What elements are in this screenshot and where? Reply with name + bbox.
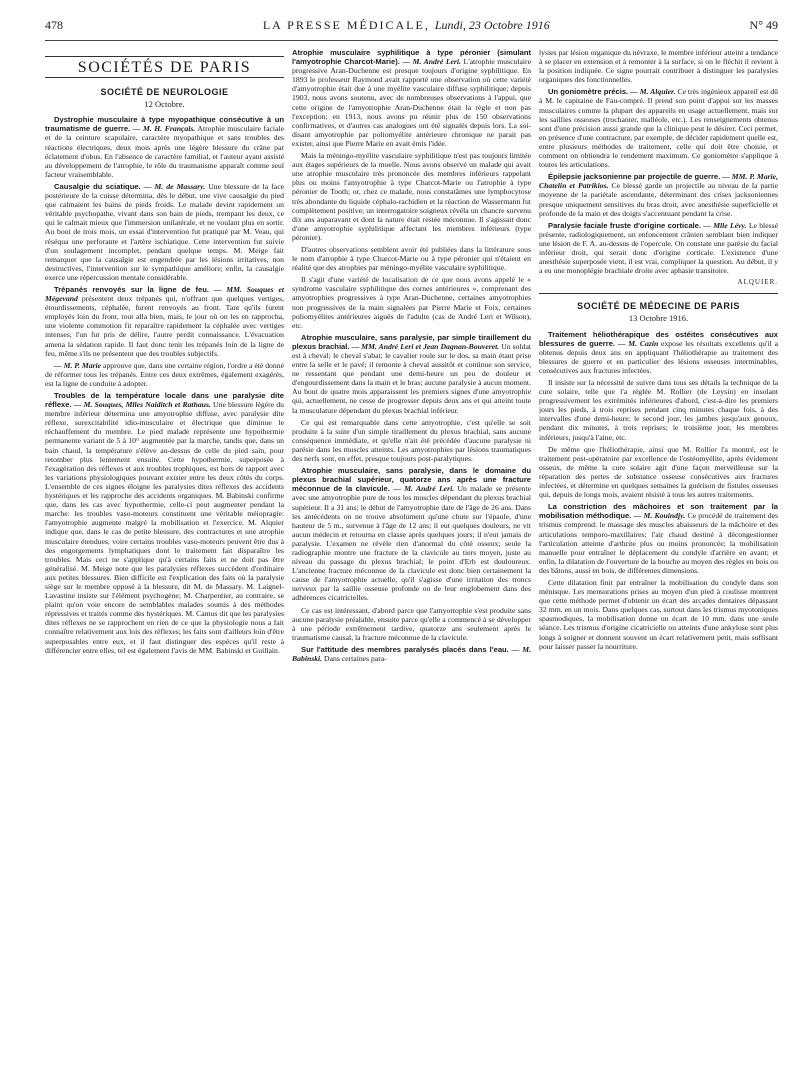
article-body: Un malade se présente avec une amyotrophie pure de tous les muscles dépendant du plexus brachial supérieur. Il a 31 ans; le début de l'amyotrophie date de l'âge de 26 ans. Dans les antécédents on ne trouve absolument qu'une chute sur l'épaule, d'une hauteur de 5 m., survenue à l'âge de 12 ans; il eut quelques douleurs, ne vit aucun médecin et retourna en classe après quelques jours; il n'eut jamais de paralysie. L'examen ne révèle rien d'anormal du côté osseux; seule la radiographie montre une fracture de la clavicule au tiers moyen, juste au niveau du passage du plexus brachial; le point d'Erb est douloureux. L'ancienne fracture méconnue de la clavicule est donc bien certainement la cause de l'amyotrophie actuelle, qu'il s'agisse d'une irritation des troncs nerveux par la saillie osseuse profonde ou de leur englobement dans des adhérences cicatricielles. [292, 484, 531, 603]
article-paragraph: Cette dilatation finit par entraîner la mobilisation du condyle dans son ménisque. Les mensurations prises au moyen d'un pied à coulisse montrent que cette méthode permet d'obtenir un écart des arcades dentaires dépassant 32 mm. en un mois. Dans quelques cas, surtout dans les trismus myotoniques spasmodiques, la mobilisation donne un écart de 10 mm. dans une seule séance. Les trismus d'origine cicatricielle ou atteints d'une ankylose sont plus longs à soigner et donnent souvent un écart relativement petit, mais suffisant pour laisser passer la nourriture. [539, 577, 778, 651]
article-title: Dystrophie musculaire à type myopathique consécutive à un traumatisme de guerre. [45, 115, 284, 134]
article-author: — Mlle Lévy. [703, 220, 747, 230]
running-header [45, 14, 778, 41]
article-body: Une blessure légère du membre inférieur détermina une amyotrophie diffuse, avec paralysie dite réflexe, surexcitabilité idio-musculaire et électrique que diminue le réchauffement du membre. Le pied malade représente une hypothermie permanente variant de 5 à 10° augmentée par la marche, tandis que, dans un bain chaud, la température s'élève au-dessus de celle du pied sain, pour retomber plus lentement ensuite. Cette hypothermie, superposée à l'exagération des réflexes et aux troubles trophiques, est hors de rapport avec les variations physiologiques pouvant exister entre les deux côtés du corps. L'ensemble de ces signes éloigne les paralysies dites réflexes des accidents hystériques et les rapproche des accidents organiques. M. Babinski confirme que, dans les cas avec hypothermie, celle-ci peut augmenter pendant la marche: les troubles vaso-moteurs constituent une véritable méiopragie: l'amyotrophie augmente malgré la mobilisation et l'exercice. M. Alquier indique que, dans le cas de petite blessure, des contractures et une atrophie musculaire étendues, voire certains troubles vaso-moteurs peuvent être dus à des engorgements lymphatiques dont le traitement fait disparaître les troubles. Mais ceci ne s'applique qu'à certains faits et ne doit pas être généralisé. M. Meige note que les paralysies réflexes succèdent d'ordinaire aux petites blessures. Bien difficile est l'explication des faits où la paralysie siège sur le membre opposé à la blessure, dit M. de Massary. M. Laignel-Lavastine insiste sur l'élément psychogène; M. Charpentier, au contraire, se plaint qu'on voie encore de semblables malades soumis à des méthodes répressives et traités comme des hystériques. M. Camus dit que les paralysies dites réflexes ne se rapprochent en rien de ce que la physiologie nous a fait connaître relativement aux lois des réflexes; les faits sont d'ailleurs loin d'être superposables entre eux, et il faut distinguer des espèces qu'il reste à différencier entre elles, tel est également l'avis de MM. Babinski et Guillain. [45, 400, 284, 655]
issue-number: N° 49 [749, 17, 778, 32]
article-paragraph: Ce cas est intéressant, d'abord parce que l'amyotrophie s'est produite sans aucune paralysie préalable, ensuite parce qu'elle a commencé à se développer à une période extrêmement tardive, quatorze ans seulement après le traumatisme causal, la fracture méconnue de la clavicule. [292, 605, 531, 642]
article-troubles-temperature [45, 391, 284, 655]
article-body: Ce très ingénieux appareil est dû à M. le capitaine de Fau-compré. Il prend son point d'appui sur les masses musculaires comme la plupart des appareils en usage actuellement, mais sur les saillies osseuses (trochanter, malléole, etc.). Les renseignements obtenus sont d'une précision aussi grande que la clinique peut le désirer. Ceci permet, en présence d'une contracture, par exemple, de décider rapidement quelle est, entre plusieurs méthodes de traitement, celle qui doit être choisie, et comment on obtiendra le rendement maximum. Ce goniomètre s'applique à toutes les articulations. [539, 87, 778, 170]
article-body: expose les résultats excellents qu'il a obtenus depuis deux ans en appliquant l'héliothérapie au traitement des blessures de guerre et en particulier des lésions osseuses interminables, consécutives aux fractures infectées. [539, 338, 778, 375]
society-heading: SOCIÉTÉ DE MÉDECINE DE PARIS [577, 301, 740, 312]
article-body: Ce blessé garde un projectile au niveau de la partie moyenne de la pariétale ascendante, déterminant des crises jacksoniennes presque uniquement sensitives du bras droit, avec anesthésie superficielle et profonde de la main et des doigts s'accentuant pendant la crise. [539, 181, 778, 218]
article-title: Sur l'attitude des membres paralysés placés dans l'eau. [301, 644, 509, 654]
article-author: — M. Kouindjy. [633, 511, 686, 521]
article-paragraph [45, 361, 284, 388]
article-body: Une blessure de la face postérieure de la cuisse détermina, dès le début, une vive causalgie du pied que calmaient les bains de pieds froids. Le malade devint rapidement un véritable psychopathe, vivant dans son bain de pieds, trempant les deux, ce qui le calmait mieux que l'immersion unilatérale, et ne voulant plus en sortir. Au bout de trois mois, un essai d'intervention fut pratiqué par M. Veau, qui réséqua une perforante et l'artère ischiatique. Cette intervention fut suivie d'un soulagement incomplet, pendant quelque temps. M. Meige fait remarquer que la causalgie est engendrée par les lésions irritatives, non destructives, l'intervention sur le sympathique améliore; enfin, la causalgie exerce une répercussion mentale considérable. [45, 181, 284, 282]
article-body: L'atrophie musculaire progressive Aran-Duchenne est presque toujours d'origine syphilitique. En 1893 le professeur Raymond avait rapporté une observation où cette variété d'amyotrophie était due à une myélite vasculaire diffuse syphilitique; depuis 1903, nous avons soutenu, avec de nombreuses observations à l'appui, que cette origine de l'amyotrophie Aran-Duchenne était la règle et non pas l'exception; en 1913, nous avons pu réunir plus de 150 observations confirmatives, et d'autres cas analogues ont été signalés depuis lors. La soi-disant amyotrophie par poliomyélite antérieure chronique ne parait pas exister, ainsi que Pierre Marie en avait émis l'idée. [292, 57, 531, 148]
section-masthead: SOCIÉTÉS DE PARIS [45, 56, 284, 78]
article-title: Atrophie musculaire syphilitique à type péronier (simulant l'amyotrophie Charcot-Marie). [292, 48, 531, 67]
article-goniometre [539, 87, 778, 169]
article-paragraph: Il insiste sur la nécessité de suivre dans tous ses détails la technique de la cure solaire, telle que l'a réglée M. Rollier (de Leysin) en insolant progressivement les extrémités inférieures d'abord, c'est-à-dire les premiers jours les pieds, à trois reprises pendant cinq minutes chaque fois, à des intervalles d'une demi-heure; le second jour, les jambes jusqu'aux genoux, pendant dix minutes, à trois reprises; le troisième jour, les membres inférieurs, jusqu'à l'aine, etc. [539, 378, 778, 442]
article-paralysie-faciale [539, 221, 778, 276]
article-author: — M. André Leri. [393, 484, 455, 494]
article-paragraph: Mais la méningo-myélite vasculaire syphilitique n'est pas toujours limitée aux étages supérieurs de la moelle. Nous avons observé un malade qui avait une atrophie musculaire très prononcée des membres inférieurs rappelant plus ou moins l'amyotrophie à type Charcot-Marie ou l'atrophie à type péronier de Tooth; or, chez ce malade, nous constatâmes une lymphocytose très abondante du liquide céphalo-rachidien et la réaction de Wassermann fut complètement positive; un interrogatoire soigneux révéla un chancre survenu dix ans auparavant et dont la nature était restée méconnue. Il s'agissait donc d'une amyotrophie syphilitique affectant les membres inférieurs (type péronier). [292, 151, 531, 242]
text-columns [45, 48, 778, 1078]
article-title: La constriction des mâchoires et son traitement par la mobilisation méthodique. [539, 502, 778, 521]
article-body: Dans certaines para- [324, 654, 387, 663]
journal-title: LA PRESSE MÉDICALE, Lundi, 23 Octobre 1916 [262, 17, 550, 32]
article-title: Atrophie musculaire, sans paralysie, par simple tiraillement du plexus brachial. [292, 332, 531, 351]
article-author: — M. de Massary. [143, 181, 206, 191]
section-divider [539, 293, 778, 294]
article-body: Atrophie musculaire faciale et de la ceinture scapulaire, caractère myopathique et sans troubles des réactions électriques, deux mois après une légère blessure du crâne par éclatement d'obus. En l'absence de caractère familial, et l'auteur ayant assisté au développement de l'atrophie, le rôle du traumatisme apparaît comme seul facteur vraisemblable. [45, 124, 284, 179]
article-paragraph: De même que l'héliothérapie, ainsi que M. Rollier l'a montré, est le traitement post-opératoire par excellence de l'ostéomyélite, après évidement osseux, de même la cure solaire agit d'une façon merveilleuse sur la réparation des pertes de substance osseuse consécutives aux fractures infectées, et détermine en quelques semaines la guérison de fistules osseuses qui, depuis de longs mois, avaient résisté à tous les autres traitements. [539, 444, 778, 500]
article-atrophie-syphilitique [292, 48, 531, 148]
article-fracture-clavicule [292, 466, 531, 602]
article-title: Paralysie faciale fruste d'origine corticale. [548, 220, 701, 230]
article-author: — M. André Leri. [402, 57, 461, 67]
article-paragraph: D'autres observations semblent avoir été publiées dans la littérature sous le nom d'atrophie à type Charcot-Marie ou à type péronier qui n'étaient en réalité que des atrophies par méningo-myélite vasculaire syphilitique. [292, 244, 531, 273]
article-title: Trépanés renvoyés sur la ligne de feu. [54, 284, 209, 294]
article-author: — M. Alquier. [630, 87, 676, 97]
article-title: Causalgie du sciatique. [54, 181, 141, 191]
article-continuation: lysies par lésion organique du névraxe, le membre inférieur atteint a tendance à se placer en extension et à remonter à la surface, si on le fléchit il revient à la position indiquée. Ce signe pourrait contribuer à distinguer les paralysies organiques des fonctionnelles. [539, 48, 778, 85]
article-body: approuve que, dans une certaine région, l'ordre a été donné de réformer tous les trépanés. Entre ces deux extrêmes, également exagérés, est la ligne de conduite à adopter. [45, 360, 284, 388]
article-author: — MM. Souques et Mégevand [45, 284, 284, 304]
article-dystrophie [45, 115, 284, 179]
article-body: présentent deux trépanés qui, n'offrant que quelques vertiges, étourdissements, céphalée, furent renvoyés au front. Tant qu'ils furent employés loin du front, tout alla bien, mais, le jour où on les en rapprocha, une violente commotion fit reparaître rapidement la céphalée avec vertiges intenses; l'un fut pris de délire, l'autre perdit connaissance. L'évacuation amena la sédation rapide. Il faut donc tenir les trépanés loin de la ligne de feu, même s'ils ne présentent que des troubles subjectifs. [45, 294, 284, 358]
article-plexus-tiraillement [292, 333, 531, 415]
society-heading: SOCIÉTÉ DE NEUROLOGIE [100, 87, 229, 98]
article-author: — MM. P. Marie, Chatelin et Patrikios. [539, 172, 778, 191]
column-2 [292, 48, 531, 1078]
article-epilepsie [539, 172, 778, 217]
article-title: Un goniomètre précis. [548, 87, 629, 97]
article-author: — M. Souques, Mlles Naiditch et Rathaus. [73, 400, 211, 410]
article-body: Un soldat est à cheval; le cheval s'abat; le cavalier roule sur le dos, sa main étant prise entre la selle et le pavé; il remonte à cheval aussitôt et continue son service, ne ressentant que pendant une demi-heure un peu de douleur et d'engourdissement dans la main et le bras; aucune paralysie à aucun moment. Au bout de quatre mois apparaissent les premiers signes d'une amyotrophie qui, actuellement, ne cesse de progresser depuis deux ans et qui atteint toute la musculature dépendant du plexus brachial inférieur. [292, 341, 531, 415]
article-author: — M. Cazin [617, 338, 659, 348]
article-body: Ce procédé de traitement des trismus comprend: le massage des muscles abaisseurs de la mâchoire et des articulations temporo-maxillaires; l'air chaud destiné à décongestionner l'articulation atteinte d'arthrite plus ou moins prononcée; la mobilisation manuelle pour entraîner le déplacement du condyle d'arrière en avant; et enfin, la dilatation de l'ouverture de la bouche au moyen des règles en bois ou des bâtons, aussi en bois, de différentes dimensions. [539, 511, 778, 575]
article-author: — M. H. Français. [132, 124, 196, 134]
article-paragraph: Il s'agit d'une variété de localisation de ce que nous avons appelé le « syndrome vasculaire syphilitique des cornes antérieures », comprenant des amyotrophies progressives à type Aran-Duchenne, certaines amyotrophies non progressives de la main signalées par Pierre Marie et Foix, certaines poliomyélites antérieures aiguës de l'adulte (cas de André Leri et Wilson), etc. [292, 275, 531, 330]
article-author: — MM. André Leri et Jean Dagnan-Bouveret. [351, 341, 500, 351]
article-trepanes [45, 285, 284, 358]
page-number: 478 [45, 17, 63, 32]
article-title: Atrophie musculaire, sans paralysie, dans le domaine du plexus brachial supérieur, quatorze ans après une fracture méconnue de la clavicule. [292, 466, 531, 494]
column-1 [45, 48, 284, 1078]
article-membres-eau [292, 645, 531, 663]
author-signature: ALQUIER. [737, 278, 778, 287]
session-date: 13 Octobre 1916. [628, 313, 689, 324]
article-heliotherapie [539, 330, 778, 375]
article-title: Traitement héliothérapique des ostéites consécutives aux blessures de guerre. [539, 329, 778, 348]
column-3 [539, 48, 778, 1078]
issue-date: Lundi, 23 Octobre 1916 [434, 17, 550, 32]
article-author: — M. P. Marie [54, 360, 102, 370]
article-title: Épilepsie jacksonienne par projectile de guerre. [548, 172, 721, 182]
article-constriction-machoires [539, 502, 778, 575]
article-author: — M. Babinski. [292, 644, 531, 663]
article-title: Troubles de la température locale dans une paralysie dite réflexe. [45, 391, 284, 410]
session-date: 12 Octobre. [144, 99, 185, 110]
article-paragraph: Ce qui est remarquable dans cette amyotrophie, c'est qu'elle se soit produite à la suite d'un simple tiraillement du plexus brachial, sans aucune conséquence immédiate, et qu'elle n'ait été précédée d'aucune paralysie ni parésie dans les muscles atteints. Les amyotrophies par lésions traumatiques des nerfs sont, en effet, presque toujours post-paralytiques. [292, 417, 531, 464]
article-causalgie [45, 182, 284, 282]
article-body: Le blessé présente, radiologiquement, un enfoncement crânien semblant bien indiquer une lésion de F. A. au-dessus de l'opercule. On constate une parésie du facial inférieur droit, qui serait donc d'origine corticale. L'existence d'une anesthésie superposée vient, il est vrai, compliquer la question. Au début, il y a eu une monoplégie brachiale droite avec aphasie transitoire. [539, 220, 778, 276]
